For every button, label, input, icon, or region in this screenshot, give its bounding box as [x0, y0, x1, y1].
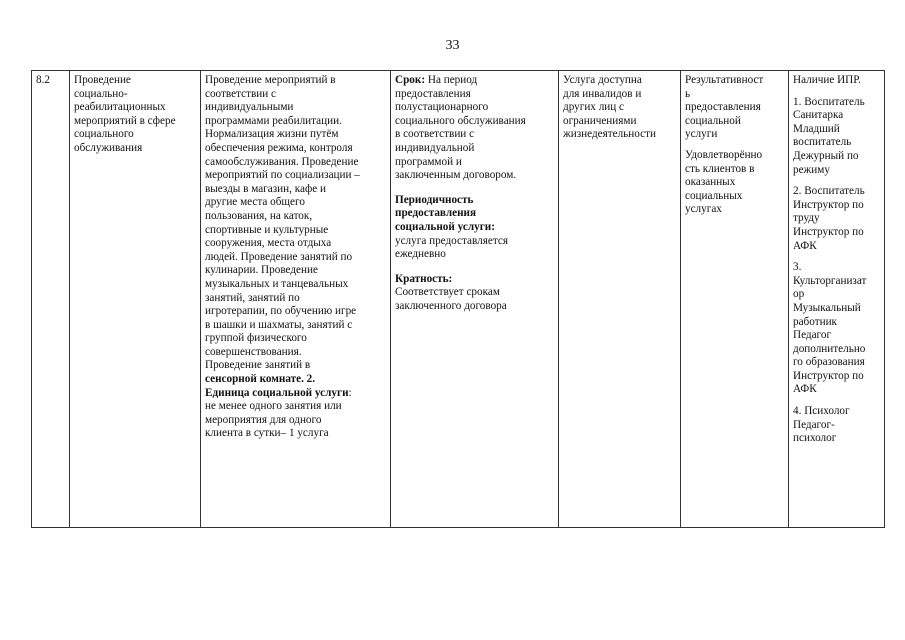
unit-colon: : [348, 386, 352, 399]
page-number: 33 [445, 38, 460, 53]
staff-cell [789, 71, 885, 528]
staff-line: Младший [793, 122, 840, 135]
staff-line: режиму [793, 163, 830, 176]
unit-text-line: мероприятия для одного [205, 413, 322, 426]
staff-line: работник [793, 315, 837, 328]
staff-line: 2. Воспитатель [793, 185, 865, 198]
description-line: Проведение занятий в [205, 359, 311, 372]
staff-line: Педагог [793, 329, 832, 342]
term-line: предоставления [395, 87, 471, 100]
effectiveness-line: социальной [685, 114, 741, 127]
service-name-line: Проведение [74, 74, 131, 86]
staff-line: АФК [793, 383, 817, 396]
service-name-line: социального [74, 128, 134, 141]
satisfaction-line: услугах [685, 203, 722, 216]
staff-line: Инструктор по [793, 225, 864, 238]
description-line: Проведение мероприятий в [205, 74, 336, 86]
staff-line: Инструктор по [793, 198, 864, 211]
service-name-line: реабилитационных [74, 101, 166, 114]
staff-line: Дежурный по [793, 149, 859, 162]
availability-cell [559, 71, 681, 528]
periodicity-label: Периодичность [395, 193, 474, 206]
description-line: в шашки и шахматы, занятий с [205, 318, 353, 331]
effectiveness-cell [681, 71, 789, 528]
term-line: полустационарного [395, 101, 489, 114]
satisfaction-line: сть клиентов в [685, 162, 755, 175]
staff-line: психолог [793, 432, 837, 445]
row-number: 8.2 [36, 74, 50, 86]
availability-line: для инвалидов и [563, 87, 642, 100]
description-line: мероприятий по социализации – [205, 169, 360, 182]
term-first: На период [425, 74, 478, 86]
staff-line: 3. [793, 261, 802, 274]
periodicity-text: ежедневно [395, 248, 446, 261]
periodicity-text: услуга предоставляется [395, 234, 508, 247]
service-name-cell [70, 71, 201, 528]
availability-line: жизнедеятельности [563, 128, 656, 141]
satisfaction-line: социальных [685, 189, 743, 202]
availability-line: ограничениями [563, 114, 637, 127]
unit-text-line: не менее одного занятия или [205, 400, 342, 413]
description-line: другие места общего [205, 196, 305, 209]
description-line: пользования, на каток, [205, 209, 313, 222]
description-line: игротерапии, по обучению игре [205, 305, 357, 318]
service-description-cell [201, 71, 391, 528]
effectiveness-line: предоставления [685, 101, 761, 114]
description-line: занятий, занятий по [205, 291, 300, 304]
staff-line: ор [793, 288, 805, 301]
table-row [32, 71, 885, 528]
description-line: индивидуальными [205, 101, 294, 114]
description-line: людей. Проведение занятий по [205, 250, 353, 263]
term-line: в соответствии с [395, 128, 475, 141]
term-line: социального обслуживания [395, 114, 526, 127]
description-line: обеспечения режима, контроля [205, 141, 353, 154]
staff-line: воспитатель [793, 136, 852, 149]
staff-line: Культорганизат [793, 274, 867, 287]
description-line: сооружения, места отдыха [205, 237, 332, 250]
staff-line: Санитарка [793, 109, 844, 122]
staff-line: го образования [793, 356, 865, 369]
staff-line: 4. Психолог [793, 405, 850, 418]
term-line: программой и [395, 155, 462, 168]
description-line: самообслуживания. Проведение [205, 155, 359, 168]
description-line: выезды в магазин, кафе и [205, 182, 326, 195]
description-line: группой физического [205, 332, 307, 345]
effectiveness-line: ь [685, 87, 691, 100]
staff-line: Инструктор по [793, 369, 864, 382]
row-number-cell [32, 71, 70, 528]
term-first-line [395, 74, 554, 88]
unit-label: Единица социальной услуги [205, 386, 349, 399]
description-line: сенсорной комнате. 2. [205, 373, 316, 386]
description-line: программами реабилитации. [205, 114, 342, 127]
availability-line: Услуга доступна [563, 74, 642, 86]
staff-line: Педагог- [793, 418, 835, 431]
multiplicity-label: Кратность: [395, 272, 453, 285]
multiplicity-text: заключенного договора [395, 299, 507, 312]
description-line: Нормализация жизни путём [205, 128, 339, 141]
periodicity-label: предоставления [395, 207, 477, 220]
staff-line: 1. Воспитатель [793, 95, 865, 108]
staff-line: дополнительно [793, 342, 866, 355]
unit-text-line: клиента в сутки– 1 услуга [205, 427, 329, 440]
availability-line: других лиц с [563, 101, 625, 114]
description-line: спортивные и культурные [205, 223, 329, 236]
satisfaction-line: Удовлетворённо [685, 148, 763, 161]
satisfaction-line: оказанных [685, 176, 736, 189]
staff-header: Наличие ИПР. [793, 74, 861, 86]
unit-label-line [205, 387, 386, 401]
staff-line: труду [793, 212, 820, 225]
staff-line: АФК [793, 239, 817, 252]
services-table [31, 70, 885, 528]
term-label: Срок: [395, 74, 426, 86]
service-name-line: мероприятий в сфере [74, 114, 176, 127]
effectiveness-line: услуги [685, 128, 718, 141]
effectiveness-line: Результативност [685, 74, 764, 86]
term-line: индивидуальной [395, 141, 475, 154]
description-line: музыкальных и танцевальных [205, 277, 349, 290]
terms-cell [391, 71, 559, 528]
multiplicity-text: Соответствует срокам [395, 286, 500, 299]
periodicity-label: социальной услуги: [395, 220, 495, 233]
staff-line: Музыкальный [793, 301, 861, 314]
description-line: соответствии с [205, 87, 276, 100]
description-line: совершенствования. [205, 345, 302, 358]
term-line: заключенным договором. [395, 169, 517, 182]
service-name-line: социально- [74, 87, 128, 100]
description-line: кулинарии. Проведение [205, 264, 318, 277]
service-name-line: обслуживания [74, 141, 143, 154]
